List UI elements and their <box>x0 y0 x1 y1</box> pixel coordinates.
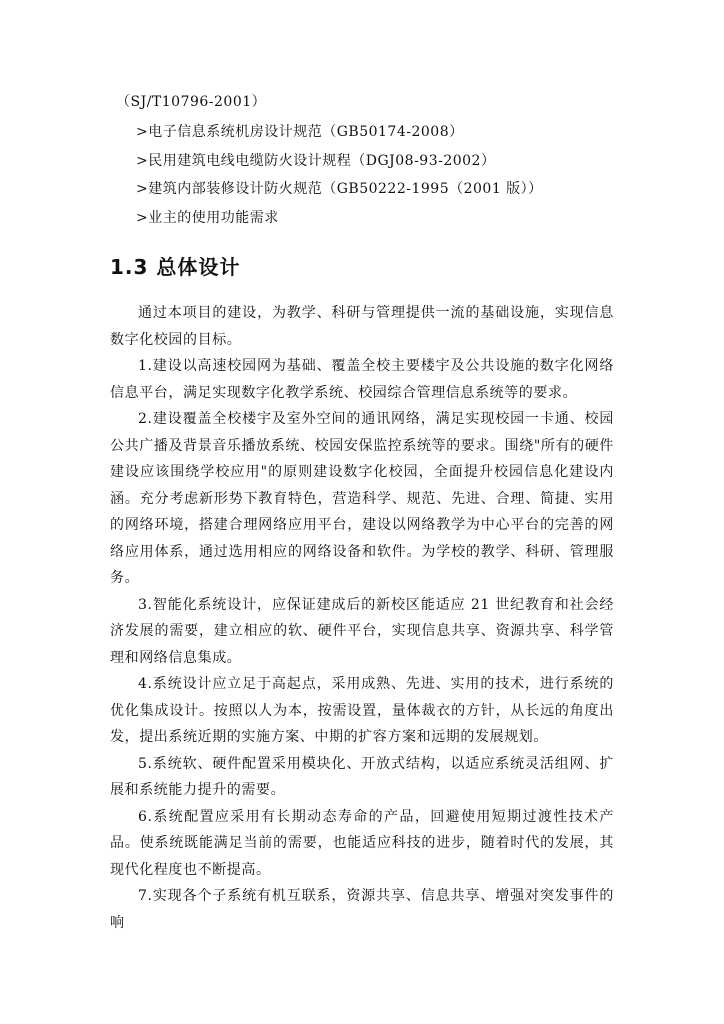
section-heading: 1.3 总体设计 <box>110 255 241 279</box>
section-body <box>110 300 614 936</box>
item-paragraph-4: 4.系统设计应立足于高起点，采用成熟、先进、实用的技术，进行系统的优化集成设计。按照以人为本，按需设置，量体裁衣的方针，从长远的角度出发，提出系统近期的实施方案、中期的扩容方案和远期的发展规划。 <box>110 676 614 745</box>
reference-item: >建筑内部装修设计防火规范（GB50222-1995（2001 版）） <box>136 181 543 197</box>
reference-continuation: （SJ/T10796-2001） <box>116 94 267 110</box>
item-paragraph-1: 1.建设以高速校园网为基础、覆盖全校主要楼宇及公共设施的数字化网络信息平台，满足实现数字化教学系统、校园综合管理信息系统等的要求。 <box>110 358 614 401</box>
reference-item: >业主的使用功能需求 <box>136 209 279 226</box>
reference-item: >电子信息系统机房设计规范（GB50174-2008） <box>136 124 464 140</box>
item-paragraph-3: 3.智能化系统设计，应保证建成后的新校区能适应 21 世纪教育和社会经济发展的需要，建立相应的软、硬件平台，实现信息共享、资源共享、科学管理和网络信息集成。 <box>110 596 614 666</box>
intro-paragraph: 通过本项目的建设，为教学、科研与管理提供一流的基础设施，实现信息数字化校园的目标。 <box>110 305 614 348</box>
item-paragraph-7: 7.实现各个子系统有机互联系，资源共享、信息共享、增强对突发事件的响 <box>110 888 614 931</box>
reference-list <box>136 118 543 232</box>
item-paragraph-5: 5.系统软、硬件配置采用模块化、开放式结构，以适应系统灵活组网、扩展和系统能力提升的需要。 <box>110 755 614 798</box>
item-paragraph-2: 2.建设覆盖全校楼宇及室外空间的通讯网络，满足实现校园一卡通、校园公共广播及背景音乐播放系统、校园安保监控系统等的要求。围绕"所有的硬件建设应该围绕学校应用"的原则建设数字化校园，全面提升校园信息化建设内涵。充分考虑新形势下教育特色，营造科学、规范、先进、合理、简捷、实用的网络环境，搭建合理网络应用平台，建设以网络教学为中心平台的完善的网络应用体系，通过选用相应的网络设备和软件。为学校的教学、科研、管理服务。 <box>110 411 614 586</box>
reference-item: >民用建筑电线电缆防火设计规程（DGJ08-93-2002） <box>136 152 496 169</box>
item-paragraph-6: 6.系统配置应采用有长期动态寿命的产品，回避使用短期过渡性技术产品。使系统既能满足当前的需要，也能适应科技的进步，随着时代的发展，其现代化程度也不断提高。 <box>110 808 614 878</box>
